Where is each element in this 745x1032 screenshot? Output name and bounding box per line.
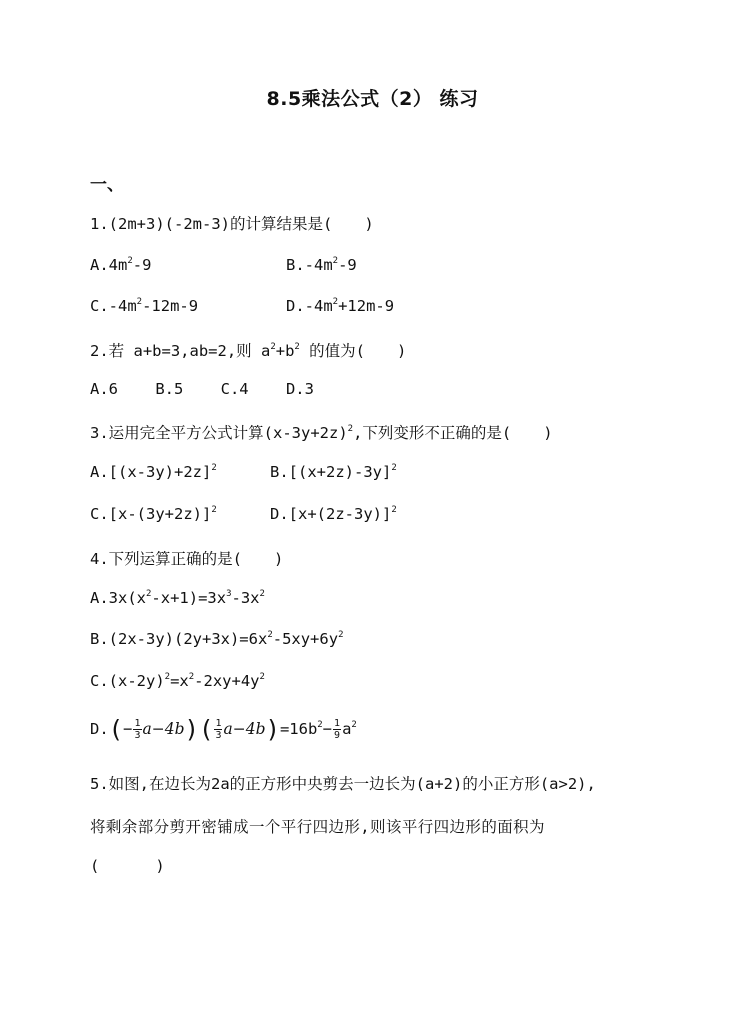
question-5-line-1: 5.如图,在边长为2a的正方形中央剪去一边长为(a+2)的小正方形(a>2), — [90, 775, 596, 793]
question-4-option-a: $A.3x(x^2-x+1)=3x^3-3x^2$ — [90, 589, 265, 607]
question-1-stem — [90, 212, 374, 234]
question-4-option-b: $B.(2x-3y)(2y+3x)=6x^2-5xy+6y^2$ — [90, 630, 344, 648]
question-3-option-c: $C.[x-(3y+2z)]^2$ — [90, 505, 217, 523]
question-1-option-c: $C.-4m^2-12m-9$ — [90, 297, 199, 315]
question-4-option-c: $C.(x-2y)^2=x^2-2xy+4y^2$ — [90, 672, 265, 690]
page-title: 8.5乘法公式（2） 练习 — [266, 88, 479, 110]
question-1-option-b: $B.-4m^2-9$ — [286, 256, 357, 274]
question-4-option-d: D.(− $\frac{1}{3}$ a−4b)( $\frac{1}{3}$ $a-4b)=16b^2-$ $\frac{1}{9}$ $a^2$ — [90, 715, 357, 744]
question-3-stem: 3.运用完全平方公式计算$(x-3y+2z)^2$,下列变形不正确的是( ) — [90, 424, 553, 442]
fraction-one-third-1: $\frac{1}{3}$ — [134, 718, 141, 741]
fraction-one-ninth: $\frac{1}{9}$ — [334, 718, 341, 741]
question-3-option-b: $B.[(x+2z)-3y]^2$ — [270, 463, 397, 481]
fraction-one-third-2: $\frac{1}{3}$ — [215, 718, 222, 741]
question-2-stem: 2.若 a+b=3,ab=2,则 $a^2+b^2$ 的值为( ) — [90, 342, 407, 360]
section-heading: 一、 — [90, 175, 124, 195]
question-5-line-2: 将剩余部分剪开密铺成一个平行四边形,则该平行四边形的面积为 — [90, 818, 545, 836]
question-1-stem-text: 1.(2m+3)(-2m-3)的计算结果是( — [90, 215, 333, 233]
question-1-close: ) — [364, 215, 374, 233]
question-3-option-a: $A.[(x-3y)+2z]^2$ — [90, 463, 217, 481]
question-5-line-3: ( ) — [90, 857, 165, 875]
question-1-option-d: $D.-4m^2+12m-9$ — [286, 297, 395, 315]
question-4-stem: 4.下列运算正确的是( ) — [90, 550, 284, 568]
question-1-option-a: $A.4m^2-9$ — [90, 256, 152, 274]
question-3-option-d: $D.[x+(2z-3y)]^2$ — [270, 505, 397, 523]
question-2-options: A.6 B.5 C.4 D.3 — [90, 380, 314, 398]
